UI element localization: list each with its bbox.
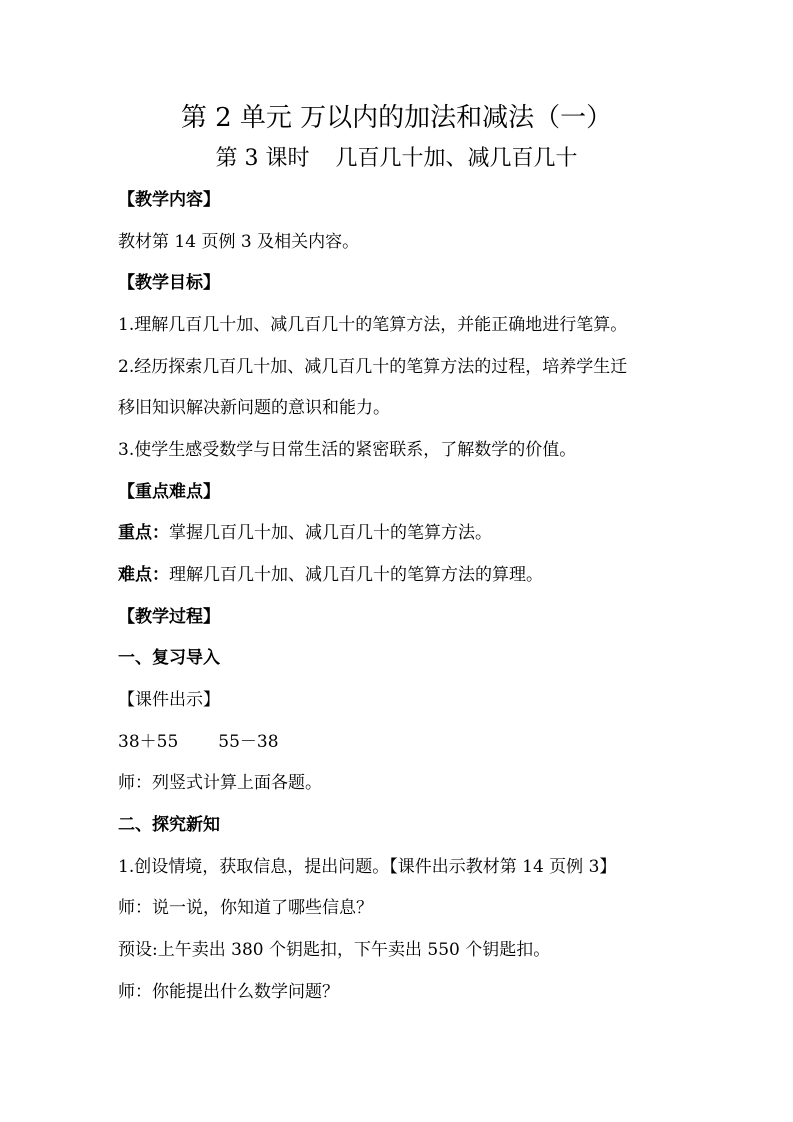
goal-item-3: 3.使学生感受数学与日常生活的紧密联系，了解数学的价值。 xyxy=(118,440,577,460)
goal-item-2-line-2: 移旧知识解决新问题的意识和能力。 xyxy=(118,398,390,418)
key-point-text: 掌握几百几十加、减几百几十的笔算方法。 xyxy=(169,523,492,543)
lesson-number: 第 3 课时 xyxy=(215,146,310,171)
difficulty-point-text: 理解几百几十加、减几百几十的笔算方法的算理。 xyxy=(169,565,543,585)
review-expressions xyxy=(118,728,718,756)
key-point xyxy=(118,519,718,547)
goal-item-1: 1.理解几百几十加、减几百几十的笔算方法，并能正确地进行笔算。 xyxy=(118,315,628,335)
difficulty-point-label: 难点： xyxy=(118,565,169,585)
page-title: 第 2 单元 万以内的加法和减法（一） xyxy=(180,103,613,133)
part-heading-review: 一、复习导入 xyxy=(118,648,220,668)
teacher-question-2: 师：你能提出什么数学问题？ xyxy=(118,982,339,1002)
lesson-subtitle xyxy=(0,142,793,176)
part-heading-explore: 二、探究新知 xyxy=(118,815,220,835)
explore-step-1 xyxy=(118,853,718,881)
teacher-question-1: 师：说一说，你知道了哪些信息？ xyxy=(118,898,373,918)
key-point-label: 重点： xyxy=(118,523,169,543)
teacher-instruction: 师：列竖式计算上面各题。 xyxy=(118,773,322,793)
expression-subtraction: 55－38 xyxy=(218,732,279,752)
content-text: 教材第 14 页例 3 及相关内容。 xyxy=(118,232,360,252)
section-heading-content: 【教学内容】 xyxy=(118,190,220,210)
section-heading-goals: 【教学目标】 xyxy=(118,273,220,293)
section-heading-key-points: 【重点难点】 xyxy=(118,482,220,502)
courseware-label: 【课件出示】 xyxy=(118,690,220,710)
expression-addition: 38＋55 xyxy=(118,732,179,752)
preset-answer: 预设:上午卖出 380 个钥匙扣，下午卖出 550 个钥匙扣。 xyxy=(118,940,551,960)
lesson-topic: 几百几十加、减几百几十 xyxy=(335,146,578,171)
goal-item-2-line-1: 2.经历探索几百几十加、减几百几十的笔算方法的过程，培养学生迁 xyxy=(118,357,628,377)
explore-step-1-courseware: 【课件出示教材第 14 页例 3】 xyxy=(389,857,617,877)
explore-step-1-text: 1.创设情境，获取信息，提出问题。 xyxy=(118,857,390,877)
difficulty-point xyxy=(118,561,718,589)
section-heading-process: 【教学过程】 xyxy=(118,607,220,627)
